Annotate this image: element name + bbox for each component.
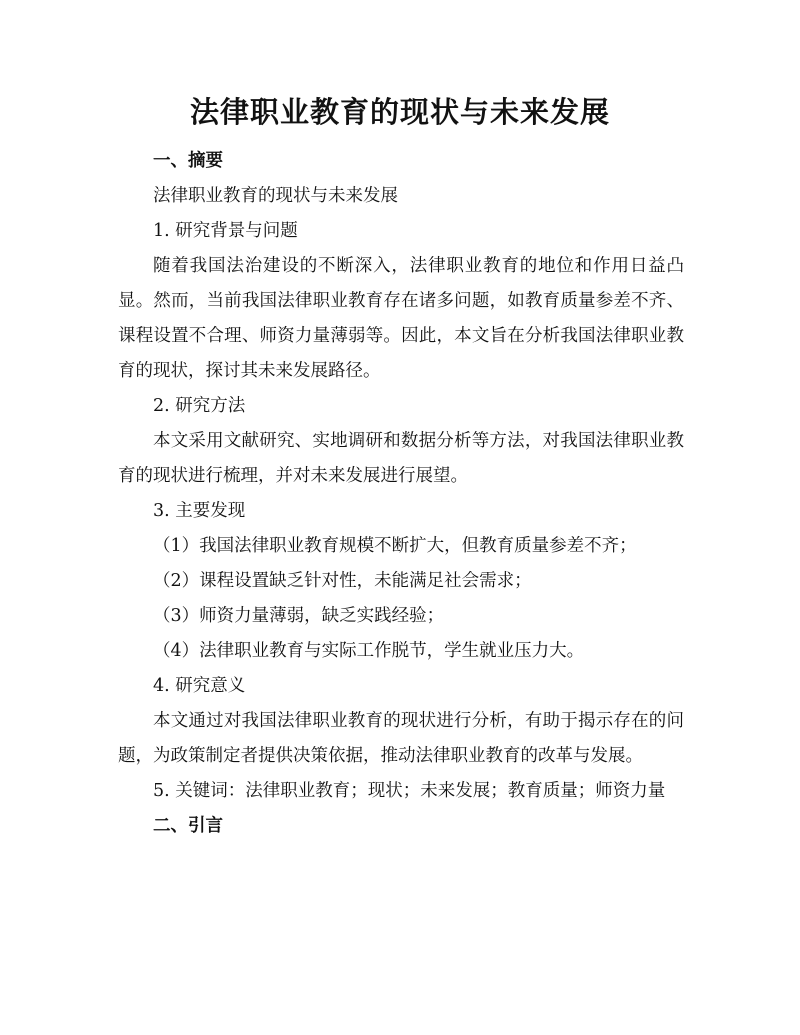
section-heading-abstract: 一、摘要	[153, 151, 223, 171]
keywords: 5. 关键词：法律职业教育；现状；未来发展；教育质量；师资力量	[153, 781, 666, 801]
list-item: （4）法律职业教育与实际工作脱节，学生就业压力大。	[153, 641, 585, 661]
section-heading-introduction: 二、引言	[153, 816, 223, 836]
paragraph: 随着我国法治建设的不断深入，法律职业教育的地位和作用日益凸显。然而，当前我国法律职业教育存在诸多问题，如教育质量参差不齐、课程设置不合理、师资力量薄弱等。因此，本文旨在分析我国法律职业教育的现状，探讨其未来发展路径。	[118, 256, 684, 381]
subheading-methods: 2. 研究方法	[153, 396, 246, 416]
document-title: 法律职业教育的现状与未来发展	[189, 95, 610, 129]
document-body	[118, 144, 684, 844]
list-item: （2）课程设置缺乏针对性，未能满足社会需求；	[153, 571, 532, 591]
subheading-findings: 3. 主要发现	[153, 501, 246, 521]
list-item: （3）师资力量薄弱，缺乏实践经验；	[153, 606, 445, 626]
subheading-significance: 4. 研究意义	[153, 676, 246, 696]
list-item: （1）我国法律职业教育规模不断扩大，但教育质量参差不齐；	[153, 536, 637, 556]
paragraph: 本文采用文献研究、实地调研和数据分析等方法，对我国法律职业教育的现状进行梳理，并对未来发展进行展望。	[118, 431, 684, 486]
paragraph: 本文通过对我国法律职业教育的现状进行分析，有助于揭示存在的问题，为政策制定者提供决策依据，推动法律职业教育的改革与发展。	[118, 711, 684, 766]
subheading-background: 1. 研究背景与问题	[153, 221, 298, 241]
paragraph: 法律职业教育的现状与未来发展	[153, 186, 398, 206]
